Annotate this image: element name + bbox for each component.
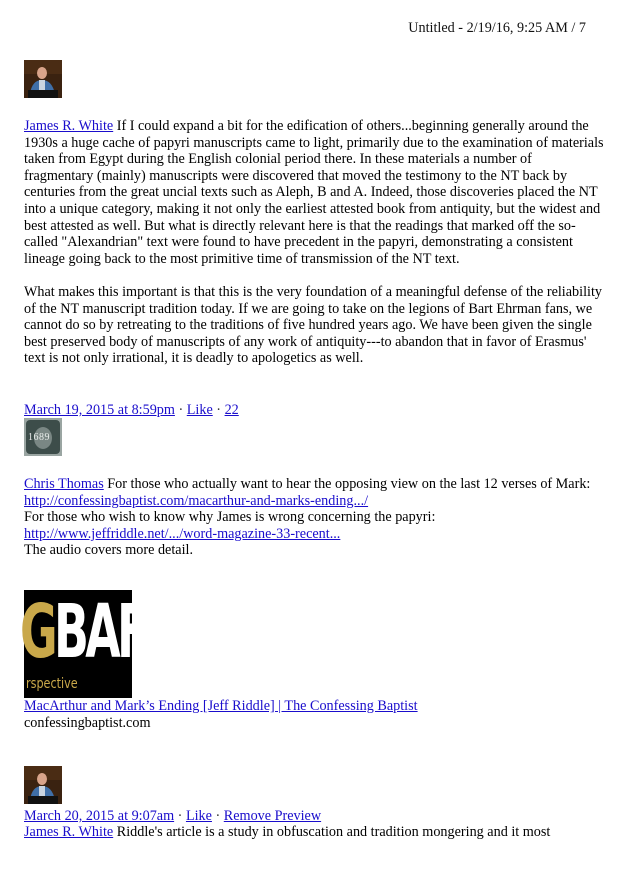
avatar[interactable] (24, 60, 62, 98)
comment-meta (24, 808, 321, 825)
separator: · (216, 402, 222, 418)
link-preview (20, 589, 604, 731)
remove-preview-link[interactable]: Remove Preview (223, 808, 322, 824)
timestamp-link[interactable]: March 19, 2015 at 8:59pm (24, 402, 175, 418)
comment-body (24, 476, 604, 559)
like-count-link[interactable]: 22 (224, 402, 239, 418)
avatar[interactable] (24, 766, 62, 804)
author-link[interactable]: James R. White (24, 118, 114, 134)
avatar-badge-text: 1689 (28, 432, 50, 443)
comment-line: Riddle's article is a study in obfuscation and tradition mongering and it most (116, 824, 551, 840)
comment-line: For those who wish to know why James is wrong concerning the papyri: (24, 509, 436, 526)
comment (20, 418, 604, 824)
author-link[interactable]: Chris Thomas (24, 476, 104, 492)
separator: · (178, 402, 184, 418)
speaker-at-podium-photo-icon (24, 60, 62, 98)
preview-logo-text: GBAF (20, 589, 145, 675)
comment-line: The audio covers more detail. (24, 542, 194, 559)
speaker-at-podium-photo-icon (24, 766, 62, 804)
url-link[interactable]: http://confessingbaptist.com/macarthur-and-marks-ending.../ (24, 492, 369, 509)
like-link[interactable]: Like (186, 402, 213, 418)
separator: · (177, 808, 183, 824)
comment (24, 60, 604, 418)
comment-paragraph: What makes this important is that this is the very foundation of a meaningful defense of the reliability of the NT manuscript tradition today. If we are going to take on the legions of Bart Ehrman fans, we cannot do so by retreating to the traditions of five hundred years ago. We have been given the single best preserved body of manuscripts of any work of antiquity---to abandon that in favor of Erasmus' text is not only irrational, it is deadly to apologetics as well. (24, 283, 602, 367)
comment-line: For those who actually want to hear the opposing view on the last 12 verses of Mark: (107, 476, 591, 492)
preview-image[interactable] (20, 589, 145, 698)
avatar[interactable] (24, 418, 62, 456)
timestamp-link[interactable]: March 20, 2015 at 9:07am (24, 808, 175, 824)
separator: · (215, 808, 221, 824)
preview-logo-subtitle: rspective (26, 676, 78, 692)
comment-body (24, 824, 604, 841)
like-link[interactable]: Like (185, 808, 212, 824)
comment-body (24, 118, 604, 267)
page-header: Untitled - 2/19/16, 9:25 AM / 7 (408, 20, 586, 36)
preview-title-link[interactable]: MacArthur and Mark’s Ending [Jeff Riddle] | The Confessing Baptist (24, 698, 418, 714)
author-link[interactable]: James R. White (24, 824, 114, 840)
comment-paragraph: If I could expand a bit for the edification of others...beginning generally around the 1930s a huge cache of papyri manuscripts came to light, primarily due to the examination of materials taken from Egypt during the English colonial period there. In these materials a number of fragmentary (mainly) manuscripts were discovered that moved the testimony to the NT back by centuries from the great uncial texts such as Aleph, B and A. Indeed, those discoveries placed the NT into a unique category, making it not only the earliest attested book from antiquity, but the widest and best attested as well. But what is directly relevant here is that the readings that marked off the so-called "Alexandrian" text were found to have precedent in the papyri, demonstrating a consistent lineage going back to the most primitive time of transmission of the NT text. (24, 118, 604, 267)
comment-meta (24, 402, 239, 419)
preview-domain: confessingbaptist.com (24, 714, 151, 731)
url-link[interactable]: http://www.jeffriddle.net/.../word-magazine-33-recent... (24, 525, 341, 542)
